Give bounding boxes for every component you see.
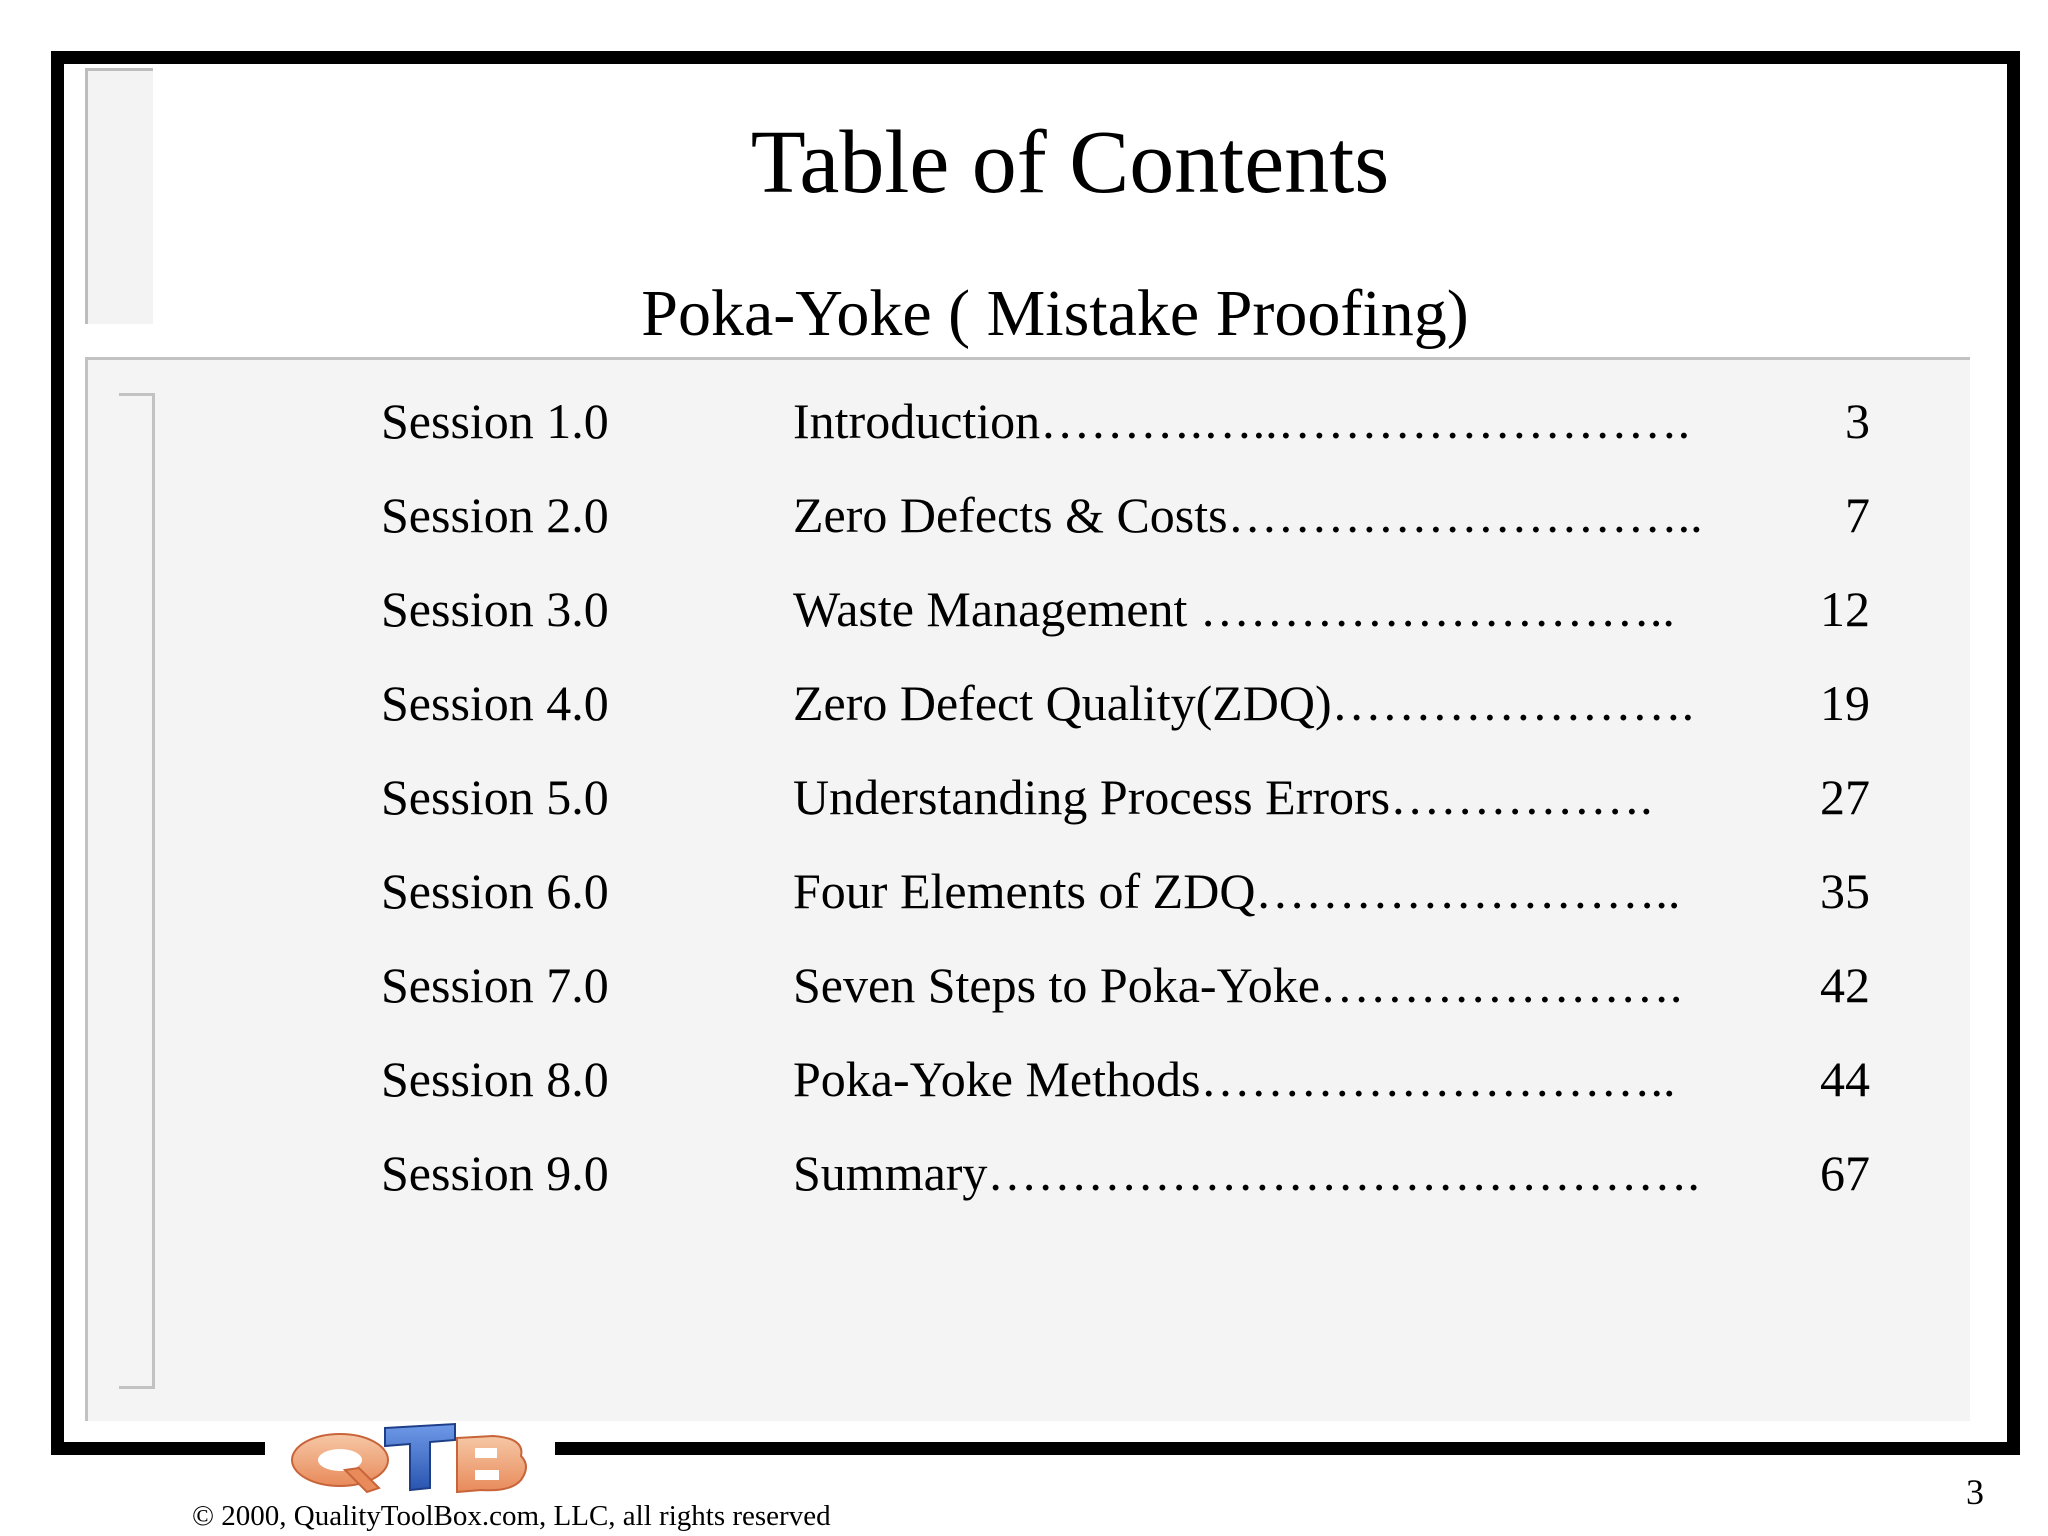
toc-title: Zero Defects & Costs……………………….. [793,487,1703,543]
slide-subtitle: Poka-Yoke ( Mistake Proofing) [641,277,1469,350]
slide-title: Table of Contents [750,113,1390,212]
toc-page: 27 [1820,769,1870,825]
copyright-notice: © 2000, QualityToolBox.com, LLC, all rights reserved [192,1500,831,1532]
toc-row [0,762,2048,832]
toc-session: Session 8.0 [381,1051,609,1107]
toc-row [0,950,2048,1020]
toc-page: 35 [1820,863,1870,919]
toc-page: 42 [1820,957,1870,1013]
toc-row [0,1044,2048,1114]
toc-session: Session 7.0 [381,957,609,1013]
toc-session: Session 2.0 [381,487,609,543]
page-number: 3 [1966,1472,1984,1512]
toc-page: 44 [1820,1051,1870,1107]
toc-row [0,856,2048,926]
toc-row [0,1138,2048,1208]
toc-page: 12 [1820,581,1870,637]
toc-page: 19 [1820,675,1870,731]
toc-title: Four Elements of ZDQ…………………….. [793,863,1681,919]
toc-title: Introduction……….…..……………………. [793,393,1691,449]
toc-session: Session 4.0 [381,675,609,731]
toc-title: Waste Management ……………………….. [793,581,1675,637]
toc-page: 3 [1845,393,1870,449]
toc-page: 7 [1845,487,1870,543]
toc-title: Understanding Process Errors……………. [793,769,1653,825]
toc-session: Session 5.0 [381,769,609,825]
toc-page: 67 [1820,1145,1870,1201]
toc-title: Poka-Yoke Methods……………………….. [793,1051,1676,1107]
toc-session: Session 1.0 [381,393,609,449]
toc-row [0,386,2048,456]
toc-title: Zero Defect Quality(ZDQ)…………………. [793,675,1695,731]
toc-session: Session 3.0 [381,581,609,637]
qtb-logo [285,1418,535,1498]
toc-row [0,668,2048,738]
toc-title: Seven Steps to Poka-Yoke…………………. [793,957,1683,1013]
toc-session: Session 9.0 [381,1145,609,1201]
toc-title: Summary……………………………………. [793,1145,1700,1201]
toc-row [0,574,2048,644]
toc-session: Session 6.0 [381,863,609,919]
toc-row [0,480,2048,550]
